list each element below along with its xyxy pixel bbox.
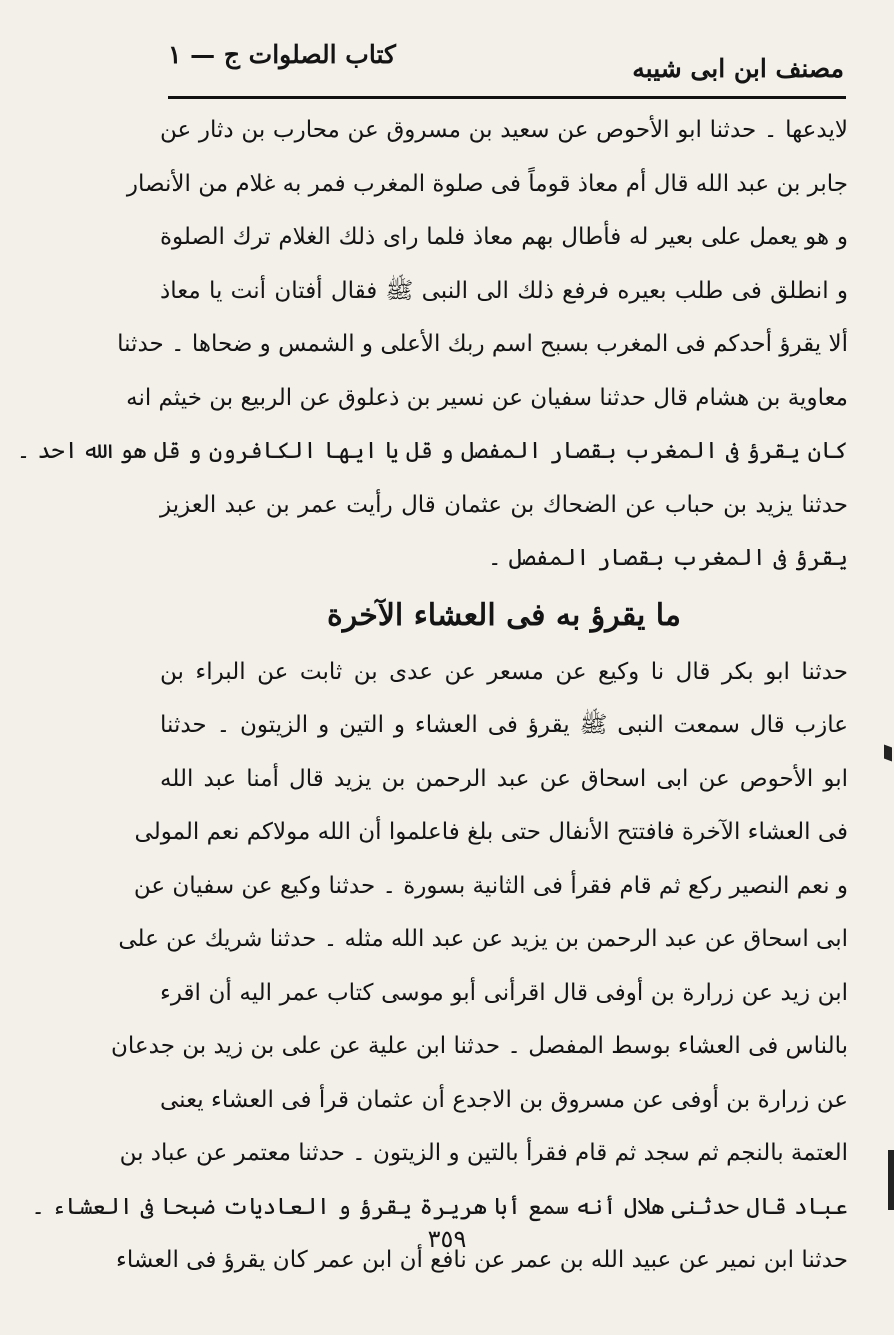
text-line: ابى اسحاق عن عبد الرحمن بن يزيد عن عبد الله مثله ۔ حدثنا شريك عن على [118, 926, 848, 952]
header-rule [168, 96, 846, 99]
section-isha-text [31, 646, 848, 1288]
text-line: عباد قال حدثنى هلال أنه سمع أبا هريرة يقرؤ و العاديات ضبحا فى العشاء ۔ [31, 1193, 848, 1220]
text-line: بالناس فى العشاء بوسط المفصل ۔ حدثنا ابن علية عن على بن زيد بن جدعان [111, 1033, 848, 1059]
collection-title: مصنف ابن ابى شيبه [632, 54, 844, 83]
text-line: حدثنا ابو بكر قال نا وكيع عن مسعر عن عدى بن ثابت عن البراء بن [160, 658, 848, 685]
text-line: و انطلق فى طلب بعيره فرفع ذلك الى النبى ﷺ فقال أفتان أنت يا معاذ [160, 277, 848, 304]
text-line: و نعم النصير ركع ثم قام فقرأ فى الثانية بسورة ۔ حدثنا وكيع عن سفيان عن [133, 872, 848, 899]
text-line: ألا يقرؤ أحدكم فى المغرب بسبح اسم ربك الأعلى و الشمس و ضحاها ۔ حدثنا [117, 331, 848, 357]
text-line: ابن زيد عن زرارة بن أوفى قال اقرأنى أبو موسى كتاب عمر اليه أن اقرء [160, 979, 848, 1006]
text-line: حدثنا ابن نمير عن عبيد الله بن عمر عن نافع أن ابن عمر كان يقرؤ فى العشاء [116, 1247, 848, 1273]
body-text [16, 104, 848, 1288]
margin-mark [884, 745, 892, 762]
text-line: جابر بن عبد الله قال أم معاذ قوماً فى صلوة المغرب فمر به غلام من الأنصار [126, 170, 848, 197]
page-number: ٣٥٩ [427, 1225, 467, 1253]
section-maghrib-text [16, 104, 848, 586]
text-line: العتمة بالنجم ثم سجد ثم قام فقرأ بالتين و الزيتون ۔ حدثنا معتمر عن عباد بن [119, 1140, 848, 1166]
text-line: لايدعها ۔ حدثنا ابو الأحوص عن سعيد بن مسروق عن محارب بن دثار عن [160, 117, 848, 143]
text-line: معاوية بن هشام قال حدثنا سفيان عن نسير بن ذعلوق عن الربيع بن خيثم انه [126, 384, 848, 411]
book-volume-title: كتاب الصلوات ج — ١ [168, 40, 396, 69]
text-line: ابو الأحوص عن ابى اسحاق عن عبد الرحمن بن يزيد قال أمنا عبد الله [160, 765, 848, 792]
text-line: عن زرارة بن أوفى عن مسروق بن الاجدع أن عثمان قرأ فى العشاء يعنى [160, 1086, 848, 1113]
text-line: عازب قال سمعت النبى ﷺ يقرؤ فى العشاء و التين و الزيتون ۔ حدثنا [160, 712, 848, 738]
text-line: كان يقرؤ فى المغرب بقصار المفصل و قل يا ايها الكافرون و قل هو الله احد ۔ [16, 438, 848, 464]
binding-edge-mark [888, 1150, 894, 1210]
text-line: حدثنا يزيد بن حباب عن الضحاك بن عثمان قال رأيت عمر بن عبد العزيز [160, 491, 848, 518]
text-line: فى العشاء الآخرة فافتتح الأنفال حتى بلغ فاعلموا أن الله مولاكم نعم المولى [134, 819, 848, 845]
page-header [168, 34, 844, 94]
text-line: و هو يعمل على بعير له فأطال بهم معاذ فلما راى ذلك الغلام ترك الصلوة [160, 224, 848, 250]
section-heading: ما يقرؤ به فى العشاء الآخرة [327, 597, 681, 633]
text-line: يقرؤ فى المغرب بقصار المفصل ۔ [488, 545, 848, 571]
